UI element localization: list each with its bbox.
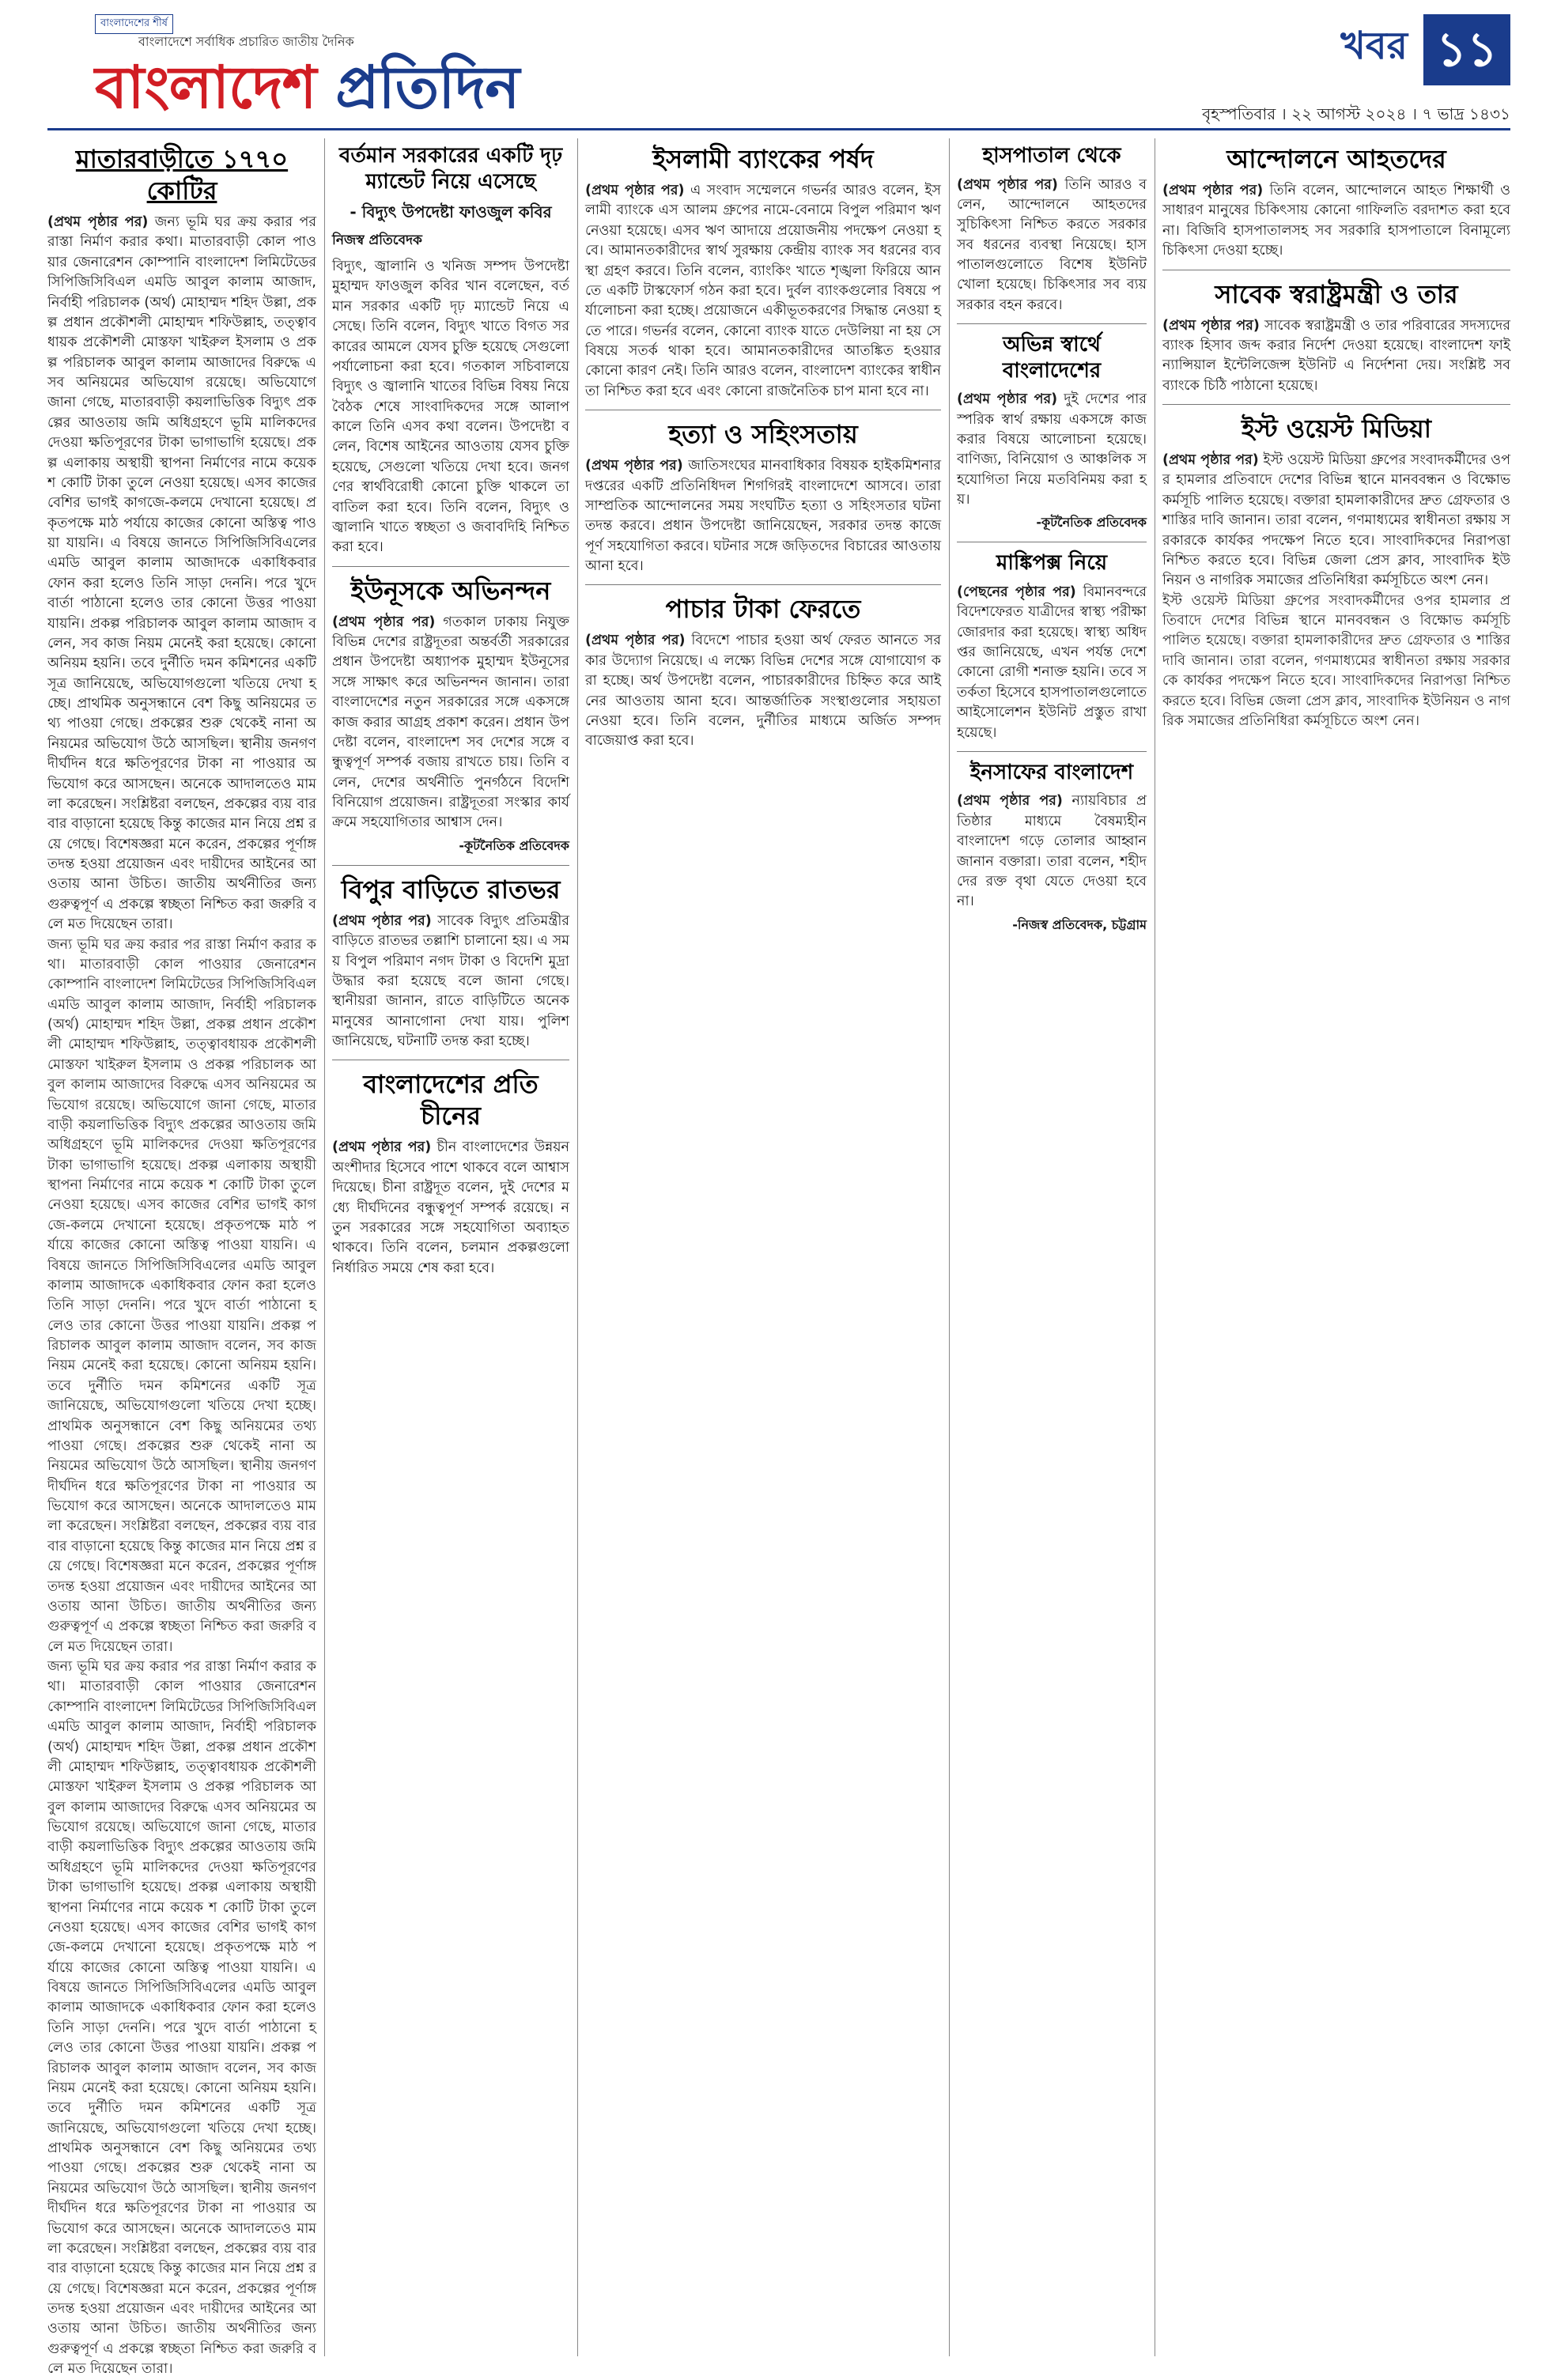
byline: নিজস্ব প্রতিবেদক [332, 232, 422, 248]
headline-money-laundering[interactable]: পাচার টাকা ফেরতে [665, 594, 861, 625]
article-bipu [332, 912, 569, 1052]
headline-mandate[interactable]: বর্তমান সরকারের একটি দৃঢ় ম্যান্ডেট নিয়ে এসেছে [338, 144, 563, 194]
continuation-label: (পেছনের পৃষ্ঠার পর) [957, 584, 1076, 600]
author: -কূটনৈতিক প্রতিবেদক [1036, 515, 1147, 531]
divider [332, 566, 569, 567]
article-insaf [957, 791, 1147, 912]
article-china [332, 1138, 569, 1279]
headline-home-minister[interactable]: সাবেক স্বরাষ্ট্রমন্ত্রী ও তার [1215, 278, 1458, 309]
continuation-label: (প্রথম পৃষ্ঠার পর) [332, 614, 436, 630]
continuation-label: (প্রথম পৃষ্ঠার পর) [47, 214, 149, 230]
article-east-west-media [1162, 451, 1510, 591]
masthead [0, 0, 1542, 123]
article-text: দুই দেশের পারস্পরিক স্বার্থ রক্ষায় একসঙ্গে কাজ করার বিষয়ে আলোচনা হয়েছে। বাণিজ্য, বিনিয়োগ ও আঞ্চলিক সহযোগিতা নিয়ে মতবিনিময় করা হয়। [957, 391, 1147, 508]
newspaper-logo[interactable] [95, 43, 519, 141]
article-mpox [957, 583, 1147, 743]
column-divider [949, 138, 950, 2356]
column-4 [957, 138, 1147, 2356]
logo-part1: বাংলাদেশ [95, 54, 316, 122]
article-text: এ সংবাদ সম্মেলনে গভর্নর আরও বলেন, ইসলামী ব্যাংকে এস আলম গ্রুপের নামে-বেনামে বিপুল পরিমাণ ঋণ নেওয়া হয়েছে। এসব ঋণ আদায়ে প্রয়োজনীয় পদক্ষেপ নেওয়া হবে। আমানতকারীদের স্বার্থ সুরক্ষায় কেন্দ্রীয় ব্যাংক সব ধরনের ব্যবস্থা গ্রহণ করবে। তিনি বলেন, ব্যাংকিং খাতে শৃঙ্খলা ফিরিয়ে আনতে একটি টাস্কফোর্স গঠন করা হবে। দুর্বল ব্যাংকগুলোর বিষয়ে পর্যালোচনা করা হচ্ছে। প্রয়োজনে একীভূতকরণের সিদ্ধান্ত নেওয়া হতে পারে। গভর্নর বলেন, কোনো ব্যাংক যাতে দেউলিয়া না হয় সে বিষয়ে সতর্ক থাকা হবে। আমানতকারীদের আতঙ্কিত হওয়ার কোনো কারণ নেই। তিনি আরও বলেন, বাংলাদেশ ব্যাংকের স্বাধীনতা নিশ্চিত করা হবে এবং কোনো রাজনৈতিক চাপ মানা হবে না। [585, 183, 941, 399]
masthead-tag: বাংলাদেশের শীর্ষ [95, 14, 173, 34]
column-5 [1162, 138, 1510, 2356]
column-1 [47, 138, 316, 2378]
article-islami-bank [585, 181, 941, 402]
continuation-label: (প্রথম পৃষ্ঠার পর) [332, 912, 432, 929]
headline-hospital[interactable]: হাসপাতাল থেকে [982, 144, 1121, 168]
continuation-label: (প্রথম পৃষ্ঠার পর) [957, 793, 1063, 810]
column-3 [585, 138, 941, 2356]
section-name: খবর [1340, 24, 1408, 68]
article-text-cont: ইস্ট ওয়েস্ট মিডিয়া গ্রুপের সংবাদকর্মীদের ওপর হামলার প্রতিবাদে দেশের বিভিন্ন স্থানে মানববন্ধন ও বিক্ষোভ কর্মসূচি পালিত হয়েছে। বক্তারা হামলাকারীদের দ্রুত গ্রেফতার ও শাস্তির দাবি জানান। তারা বলেন, গণমাধ্যমের স্বাধীনতা রক্ষায় সরকারকে কার্যকর পদক্ষেপ নিতে হবে। সাংবাদিকদের নিরাপত্তা নিশ্চিত করতে হবে। বিভিন্ন জেলা প্রেস ক্লাব, সাংবাদিক ইউনিয়ন ও নাগরিক সমাজের প্রতিনিধিরা কর্মসূচিতে অংশ নেন। [1162, 592, 1510, 729]
headline-islami-bank[interactable]: ইসলামী ব্যাংকের পর্ষদ [652, 144, 874, 174]
column-divider [577, 138, 578, 2356]
headline-violence[interactable]: হত্যা ও সহিংসতায় [668, 419, 858, 450]
continuation-label: (প্রথম পৃষ্ঠার পর) [1162, 183, 1264, 198]
divider [957, 751, 1147, 752]
article-text: জন্য ভূমি ঘর ক্রয় করার পর রাস্তা নির্মাণ করার কথা। মাতারবাড়ী কোল পাওয়ার জেনারেশন কোম্পানি বাংলাদেশ লিমিটেডের সিপিজিসিবিএল এমডি আবুল কালাম আজাদ, নির্বাহী পরিচালক (অর্থ) মোহাম্মদ শহিদ উল্লা, প্রকল্প প্রধান প্রকৌশলী মোহাম্মদ শফিউল্লাহ, তত্ত্বাবধায়ক প্রকৌশলী মোস্তফা খাইরুল ইসলাম ও প্রকল্প পরিচালক আবুল কালাম আজাদের বিরুদ্ধে এসব অনিয়মের অভিযোগ রয়েছে। অভিযোগে জানা গেছে, মাতারবাড়ী কয়লাভিত্তিক বিদ্যুৎ প্রকল্পের আওতায় জমি অধিগ্রহণে ভূমি মালিকদের দেওয়া ক্ষতিপূরণের টাকা ভাগাভাগি হয়েছে। প্রকল্প এলাকায় অস্থায়ী স্থাপনা নির্মাণের নামে কয়েক শ কোটি টাকা তুলে নেওয়া হয়েছে। এসব কাজের বেশির ভাগই কাগজে-কলমে দেখানো হয়েছে। প্রকৃতপক্ষে মাঠ পর্যায়ে কাজের কোনো অস্তিত্ব পাওয়া যায়নি। এ বিষয়ে জানতে সিপিজিসিবিএলের এমডি আবুল কালাম আজাদকে একাধিকবার ফোন করা হলেও তিনি সাড়া দেননি। পরে খুদে বার্তা পাঠানো হলেও তার কোনো উত্তর পাওয়া যায়নি। প্রকল্প পরিচালক আবুল কালাম আজাদ বলেন, সব কাজ নিয়ম মেনেই করা হয়েছে। কোনো অনিয়ম হয়নি। তবে দুর্নীতি দমন কমিশনের একটি সূত্র জানিয়েছে, অভিযোগগুলো খতিয়ে দেখা হচ্ছে। প্রাথমিক অনুসন্ধানে বেশ কিছু অনিয়মের তথ্য পাওয়া গেছে। প্রকল্পের শুরু থেকেই নানা অনিয়মের অভিযোগ উঠে আসছিল। স্থানীয় জনগণ দীর্ঘদিন ধরে ক্ষতিপূরণের টাকা না পাওয়ার অভিযোগ করে আসছেন। অনেকে আদালতেও মামলা করেছেন। সংশ্লিষ্টরা বলছেন, প্রকল্পের ব্যয় বারবার বাড়ানো হয়েছে কিন্তু কাজের মান নিয়ে প্রশ্ন রয়ে গেছে। বিশেষজ্ঞরা মনে করেন, প্রকল্পের পূর্ণাঙ্গ তদন্ত হওয়া প্রয়োজন এবং দায়ীদের আইনের আওতায় আনা উচিত। জাতীয় অর্থনীতির জন্য গুরুত্বপূর্ণ এ প্রকল্পে স্বচ্ছতা নিশ্চিত করা জরুরি বলে মত দিয়েছেন তারা। [47, 214, 316, 933]
continuation-label: (প্রথম পৃষ্ঠার পর) [585, 458, 683, 474]
article-yunus [332, 613, 569, 833]
continuation-label: (প্রথম পৃষ্ঠার পর) [585, 183, 685, 198]
divider [332, 865, 569, 866]
logo-part2: প্রতিদিন [316, 54, 520, 122]
article-text: গতকাল ঢাকায় নিযুক্ত বিভিন্ন দেশের রাষ্ট্রদূতরা অন্তর্বর্তী সরকারের প্রধান উপদেষ্টা অধ্যাপক মুহাম্মদ ইউনূসের সঙ্গে সাক্ষাৎ করে অভিনন্দন জানান। তারা বাংলাদেশের নতুন সরকারের সঙ্গে একসঙ্গে কাজ করার আগ্রহ প্রকাশ করেন। প্রধান উপদেষ্টা বলেন, বাংলাদেশ সব দেশের সঙ্গে বন্ধুত্বপূর্ণ সম্পর্ক বজায় রাখতে চায়। তিনি বলেন, দেশের অর্থনীতি পুনর্গঠনে বিদেশি বিনিয়োগ প্রয়োজন। রাষ্ট্রদূতরা সংস্কার কার্যক্রমে সহযোগিতার আশ্বাস দেন। [332, 614, 570, 831]
author: -কূটনৈতিক প্রতিবেদক [459, 837, 569, 853]
article-hospital [957, 176, 1147, 316]
article-text: সাবেক বিদ্যুৎ প্রতিমন্ত্রীর বাড়িতে রাতভর তল্লাশি চালানো হয়। এ সময় বিপুল পরিমাণ নগদ টাকা ও বিদেশি মুদ্রা উদ্ধার করা হয়েছে বলে জানা গেছে। স্থানীয়রা জানান, রাতে বাড়িটিতে অনেক মানুষের আনাগোনা দেখা যায়। পুলিশ জানিয়েছে, ঘটনাটি তদন্ত করা হচ্ছে। [332, 912, 569, 1049]
article-injured [1162, 181, 1510, 262]
masthead-tagline: বাংলাদেশে সর্বাধিক প্রচারিত জাতীয় দৈনিক [138, 34, 354, 49]
article-violence [585, 456, 941, 576]
continuation-label: (প্রথম পৃষ্ঠার পর) [1162, 317, 1260, 334]
article-text: জাতিসংঘের মানবাধিকার বিষয়ক হাইকমিশনার দপ্তরের একটি প্রতিনিধিদল শিগগিরই বাংলাদেশে আসবে। তারা সাম্প্রতিক আন্দোলনের সময় সংঘটিত হত্যা ও সহিংসতার ঘটনা তদন্ত করবে। প্রধান উপদেষ্টা জানিয়েছেন, সরকার তদন্ত কাজে পূর্ণ সহযোগিতা করবে। ঘটনার সঙ্গে জড়িতদের বিচারের আওতায় আনা হবে। [585, 458, 942, 574]
column-divider [324, 138, 325, 2356]
article-text: তিনি বলেন, আন্দোলনে আহত শিক্ষার্থী ও সাধারণ মানুষের চিকিৎসায় কোনো গাফিলতি বরদাশত করা হবে না। বিজিবি হাসপাতালসহ সব সরকারি হাসপাতালে বিনামূল্যে চিকিৎসা দেওয়া হচ্ছে। [1162, 183, 1511, 259]
article-text-cont: জন্য ভূমি ঘর ক্রয় করার পর রাস্তা নির্মাণ করার কথা। মাতারবাড়ী কোল পাওয়ার জেনারেশন কোম্পানি বাংলাদেশ লিমিটেডের সিপিজিসিবিএল এমডি আবুল কালাম আজাদ, নির্বাহী পরিচালক (অর্থ) মোহাম্মদ শহিদ উল্লা, প্রকল্প প্রধান প্রকৌশলী মোহাম্মদ শফিউল্লাহ, তত্ত্বাবধায়ক প্রকৌশলী মোস্তফা খাইরুল ইসলাম ও প্রকল্প পরিচালক আবুল কালাম আজাদের বিরুদ্ধে এসব অনিয়মের অভিযোগ রয়েছে। অভিযোগে জানা গেছে, মাতারবাড়ী কয়লাভিত্তিক বিদ্যুৎ প্রকল্পের আওতায় জমি অধিগ্রহণে ভূমি মালিকদের দেওয়া ক্ষতিপূরণের টাকা ভাগাভাগি হয়েছে। প্রকল্প এলাকায় অস্থায়ী স্থাপনা নির্মাণের নামে কয়েক শ কোটি টাকা তুলে নেওয়া হয়েছে। এসব কাজের বেশির ভাগই কাগজে-কলমে দেখানো হয়েছে। প্রকৃতপক্ষে মাঠ পর্যায়ে কাজের কোনো অস্তিত্ব পাওয়া যায়নি। এ বিষয়ে জানতে সিপিজিসিবিএলের এমডি আবুল কালাম আজাদকে একাধিকবার ফোন করা হলেও তিনি সাড়া দেননি। পরে খুদে বার্তা পাঠানো হলেও তার কোনো উত্তর পাওয়া যায়নি। প্রকল্প পরিচালক আবুল কালাম আজাদ বলেন, সব কাজ নিয়ম মেনেই করা হয়েছে। কোনো অনিয়ম হয়নি। তবে দুর্নীতি দমন কমিশনের একটি সূত্র জানিয়েছে, অভিযোগগুলো খতিয়ে দেখা হচ্ছে। প্রাথমিক অনুসন্ধানে বেশ কিছু অনিয়মের তথ্য পাওয়া গেছে। প্রকল্পের শুরু থেকেই নানা অনিয়মের অভিযোগ উঠে আসছিল। স্থানীয় জনগণ দীর্ঘদিন ধরে ক্ষতিপূরণের টাকা না পাওয়ার অভিযোগ করে আসছেন। অনেকে আদালতেও মামলা করেছেন। সংশ্লিষ্টরা বলছেন, প্রকল্পের ব্যয় বারবার বাড়ানো হয়েছে কিন্তু কাজের মান নিয়ে প্রশ্ন রয়ে গেছে। বিশেষজ্ঞরা মনে করেন, প্রকল্পের পূর্ণাঙ্গ তদন্ত হওয়া প্রয়োজন এবং দায়ীদের আইনের আওতায় আনা উচিত। জাতীয় অর্থনীতির জন্য গুরুত্বপূর্ণ এ প্রকল্পে স্বচ্ছতা নিশ্চিত করা জরুরি বলে মত দিয়েছেন তারা। [47, 936, 316, 1655]
divider [585, 584, 941, 585]
headline-mpox[interactable]: মাঙ্কিপক্স নিয়ে [996, 551, 1108, 576]
article-matarbari [47, 213, 316, 935]
header-rule [47, 128, 1510, 130]
divider [957, 323, 1147, 324]
headline-insaf[interactable]: ইনসাফের বাংলাদেশ [969, 760, 1134, 784]
article-text: ইস্ট ওয়েস্ট মিডিয়া গ্রুপের সংবাদকর্মীদের ওপর হামলার প্রতিবাদে দেশের বিভিন্ন স্থানে মানববন্ধন ও বিক্ষোভ কর্মসূচি পালিত হয়েছে। বক্তারা হামলাকারীদের দ্রুত গ্রেফতার ও শাস্তির দাবি জানান। তারা বলেন, গণমাধ্যমের স্বাধীনতা রক্ষায় সরকারকে কার্যকর পদক্ষেপ নিতে হবে। সাংবাদিকদের নিরাপত্তা নিশ্চিত করতে হবে। বিভিন্ন জেলা প্রেস ক্লাব, সাংবাদিক ইউনিয়ন ও নাগরিক সমাজের প্রতিনিধিরা কর্মসূচিতে অংশ নেন। [1162, 452, 1510, 589]
article-home-minister [1162, 316, 1510, 397]
headline-injured[interactable]: আন্দোলনে আহতদের [1226, 144, 1446, 174]
headline-yunus[interactable]: ইউনূসকে অভিনন্দন [350, 575, 551, 606]
continuation-label: (প্রথম পৃষ্ঠার পর) [332, 1139, 432, 1156]
headline-common-interest[interactable]: অভিন্ন স্বার্থে বাংলাদেশের [1002, 333, 1102, 383]
headline-matarbari[interactable]: মাতারবাড়ীতে ১৭৭০ কোটির [75, 144, 289, 206]
headline-china[interactable]: বাংলাদেশের প্রতি চীনের [363, 1069, 539, 1131]
article-money-laundering [585, 631, 941, 751]
article-common-interest [957, 390, 1147, 510]
page-number: ১১ [1423, 14, 1510, 85]
article-text: সাবেক স্বরাষ্ট্রমন্ত্রী ও তার পরিবারের সদস্যদের ব্যাংক হিসাব জব্দ করার নির্দেশ দেওয়া হয়েছে। বাংলাদেশ ফাইন্যান্সিয়াল ইন্টেলিজেন্স ইউনিট এ নির্দেশনা দেয়। সংশ্লিষ্ট সব ব্যাংকে চিঠি পাঠানো হয়েছে। [1162, 317, 1510, 394]
continuation-label: (প্রথম পৃষ্ঠার পর) [957, 176, 1058, 193]
author: -নিজস্ব প্রতিবেদক, চট্টগ্রাম [1012, 916, 1147, 932]
divider [1162, 404, 1510, 405]
dateline: বৃহস্পতিবার । ২২ আগস্ট ২০২৪ । ৭ ভাদ্র ১৪৩১ [1202, 104, 1510, 123]
article-text: তিনি আরও বলেন, আন্দোলনে আহতদের সুচিকিৎসা নিশ্চিত করতে সরকার সব ধরনের ব্যবস্থা নিয়েছে। হাসপাতালগুলোতে বিশেষ ইউনিট খোলা হয়েছে। চিকিৎসার সব ব্যয় সরকার বহন করবে। [957, 176, 1147, 313]
continuation-label: (প্রথম পৃষ্ঠার পর) [585, 633, 686, 649]
article-text: চীন বাংলাদেশের উন্নয়ন অংশীদার হিসেবে পাশে থাকবে বলে আশ্বাস দিয়েছে। চীনা রাষ্ট্রদূত বলেন, দুই দেশের মধ্যে দীর্ঘদিনের বন্ধুত্বপূর্ণ সম্পর্ক রয়েছে। নতুন সরকারের সঙ্গে সহযোগিতা অব্যাহত থাকবে। তিনি বলেন, চলমান প্রকল্পগুলো নির্ধারিত সময়ে শেষ করা হবে। [332, 1139, 569, 1276]
headline-east-west-media[interactable]: ইস্ট ওয়েস্ট মিডিয়া [1241, 414, 1432, 444]
article-text: ন্যায়বিচার প্রতিষ্ঠার মাধ্যমে বৈষম্যহীন বাংলাদেশ গড়ে তোলার আহ্বান জানান বক্তারা। তারা বলেন, শহীদদের রক্ত বৃথা যেতে দেওয়া হবে না। [957, 793, 1147, 910]
article-mandate: বিদ্যুৎ, জ্বালানি ও খনিজ সম্পদ উপদেষ্টা মুহাম্মদ ফাওজুল কবির খান বলেছেন, বর্তমান সরকার একটি দৃঢ় ম্যান্ডেট নিয়ে এসেছে। তিনি বলেন, বিদ্যুৎ খাতে বিগত সরকারের আমলে যেসব চুক্তি হয়েছে সেগুলো পর্যালোচনা করা হবে। গতকাল সচিবালয়ে বিদ্যুৎ ও জ্বালানি খাতের বিভিন্ন বিষয় নিয়ে বৈঠক শেষে সাংবাদিকদের সঙ্গে আলাপকালে তিনি এসব কথা বলেন। উপদেষ্টা বলেন, বিশেষ আইনের আওতায় যেসব চুক্তি হয়েছে, সেগুলো খতিয়ে দেখা হবে। জনগণের স্বার্থবিরোধী কোনো চুক্তি থাকলে তা বাতিল করা হবে। তিনি বলেন, বিদ্যুৎ ও জ্বালানি খাতে স্বচ্ছতা ও জবাবদিহি নিশ্চিত করা হবে। [332, 259, 569, 556]
continuation-label: (প্রথম পৃষ্ঠার পর) [957, 391, 1058, 408]
continuation-label: (প্রথম পৃষ্ঠার পর) [1162, 452, 1259, 468]
column-2 [332, 138, 569, 2356]
article-text: বিদেশে পাচার হওয়া অর্থ ফেরত আনতে সরকার উদ্যোগ নিয়েছে। এ লক্ষ্যে বিভিন্ন দেশের সঙ্গে যোগাযোগ করা হচ্ছে। অর্থ উপদেষ্টা বলেন, পাচারকারীদের চিহ্নিত করে আইনের আওতায় আনা হবে। আন্তর্জাতিক সংস্থাগুলোর সহায়তা নেওয়া হবে। তিনি বলেন, দুর্নীতির মাধ্যমে অর্জিত সম্পদ বাজেয়াপ্ত করা হবে। [585, 633, 941, 750]
article-text-cont-2: জন্য ভূমি ঘর ক্রয় করার পর রাস্তা নির্মাণ করার কথা। মাতারবাড়ী কোল পাওয়ার জেনারেশন কোম্পানি বাংলাদেশ লিমিটেডের সিপিজিসিবিএল এমডি আবুল কালাম আজাদ, নির্বাহী পরিচালক (অর্থ) মোহাম্মদ শহিদ উল্লা, প্রকল্প প্রধান প্রকৌশলী মোহাম্মদ শফিউল্লাহ, তত্ত্বাবধায়ক প্রকৌশলী মোস্তফা খাইরুল ইসলাম ও প্রকল্প পরিচালক আবুল কালাম আজাদের বিরুদ্ধে এসব অনিয়মের অভিযোগ রয়েছে। অভিযোগে জানা গেছে, মাতারবাড়ী কয়লাভিত্তিক বিদ্যুৎ প্রকল্পের আওতায় জমি অধিগ্রহণে ভূমি মালিকদের দেওয়া ক্ষতিপূরণের টাকা ভাগাভাগি হয়েছে। প্রকল্প এলাকায় অস্থায়ী স্থাপনা নির্মাণের নামে কয়েক শ কোটি টাকা তুলে নেওয়া হয়েছে। এসব কাজের বেশির ভাগই কাগজে-কলমে দেখানো হয়েছে। প্রকৃতপক্ষে মাঠ পর্যায়ে কাজের কোনো অস্তিত্ব পাওয়া যায়নি। এ বিষয়ে জানতে সিপিজিসিবিএলের এমডি আবুল কালাম আজাদকে একাধিকবার ফোন করা হলেও তিনি সাড়া দেননি। পরে খুদে বার্তা পাঠানো হলেও তার কোনো উত্তর পাওয়া যায়নি। প্রকল্প পরিচালক আবুল কালাম আজাদ বলেন, সব কাজ নিয়ম মেনেই করা হয়েছে। কোনো অনিয়ম হয়নি। তবে দুর্নীতি দমন কমিশনের একটি সূত্র জানিয়েছে, অভিযোগগুলো খতিয়ে দেখা হচ্ছে। প্রাথমিক অনুসন্ধানে বেশ কিছু অনিয়মের তথ্য পাওয়া গেছে। প্রকল্পের শুরু থেকেই নানা অনিয়মের অভিযোগ উঠে আসছিল। স্থানীয় জনগণ দীর্ঘদিন ধরে ক্ষতিপূরণের টাকা না পাওয়ার অভিযোগ করে আসছেন। অনেকে আদালতেও মামলা করেছেন। সংশ্লিষ্টরা বলছেন, প্রকল্পের ব্যয় বারবার বাড়ানো হয়েছে কিন্তু কাজের মান নিয়ে প্রশ্ন রয়ে গেছে। বিশেষজ্ঞরা মনে করেন, প্রকল্পের পূর্ণাঙ্গ তদন্ত হওয়া প্রয়োজন এবং দায়ীদের আইনের আওতায় আনা উচিত। জাতীয় অর্থনীতির জন্য গুরুত্বপূর্ণ এ প্রকল্পে স্বচ্ছতা নিশ্চিত করা জরুরি বলে মত দিয়েছেন তারা। [47, 1659, 316, 2378]
subhead-mandate: - বিদ্যুৎ উপদেষ্টা ফাওজুল কবির [350, 202, 552, 221]
article-text: বিমানবন্দরে বিদেশফেরত যাত্রীদের স্বাস্থ্য পরীক্ষা জোরদার করা হয়েছে। স্বাস্থ্য অধিদপ্তর জানিয়েছে, এখন পর্যন্ত দেশে কোনো রোগী শনাক্ত হয়নি। তবে সতর্কতা হিসেবে হাসপাতালগুলোতে আইসোলেশন ইউনিট প্রস্তুত রাখা হয়েছে। [957, 584, 1147, 741]
headline-bipu[interactable]: বিপুর বাড়িতে রাতভর [341, 874, 561, 905]
